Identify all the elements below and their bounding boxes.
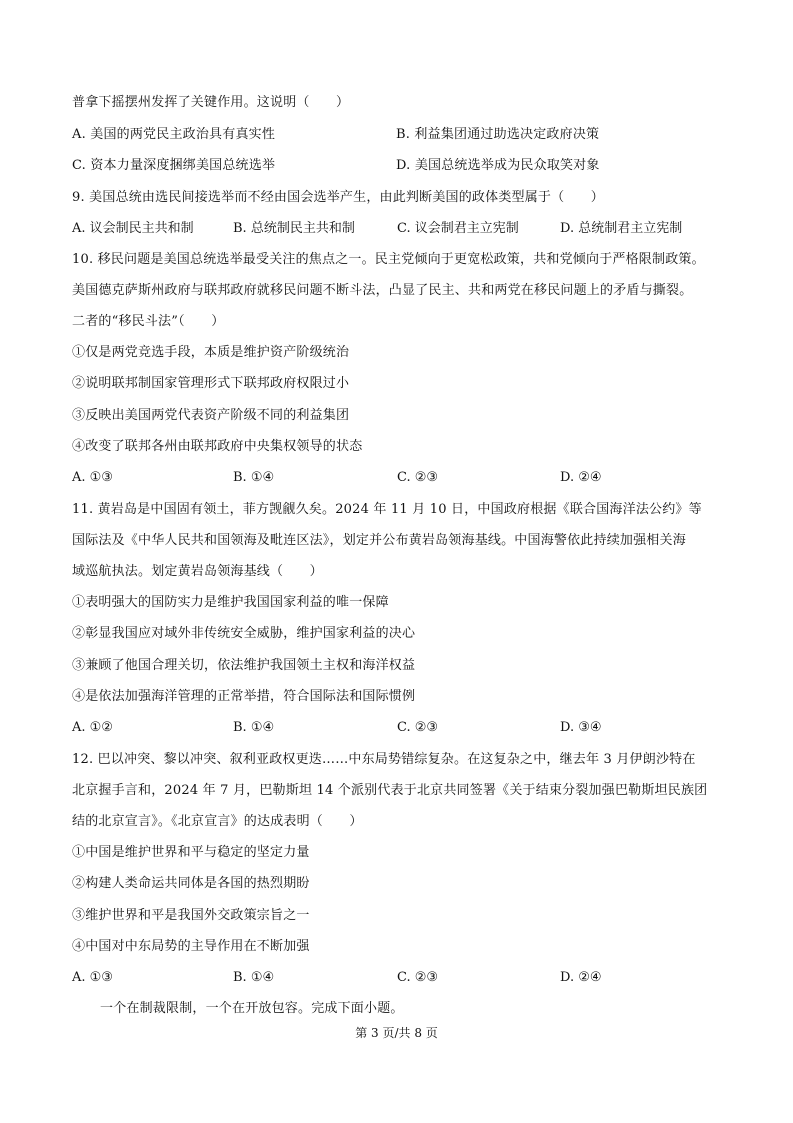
q10-option-a: A. ①③ [72, 470, 113, 485]
q11-option-c: C. ②③ [397, 720, 439, 735]
q10-item-1: ①仅是两党竞选手段，本质是维护资产阶级统治 [72, 345, 350, 360]
q12-stem-line3: 结的北京宣言》。《北京宣言》的达成表明（ ） [72, 814, 363, 829]
q11-stem-line1: 11. 黄岩岛是中国固有领土，菲方觊觎久矣。2024 年 11 月 10 日，中国政府根据《联合国海洋法公约》等 [72, 502, 702, 517]
q12-item-4: ④中国对中东局势的主导作用在不断加强 [72, 939, 310, 954]
q11-item-1: ①表明强大的国防实力是维护我国国家利益的唯一保障 [72, 595, 389, 610]
q8-stem-tail: 普拿下摇摆州发挥了关键作用。这说明（ ） [72, 95, 350, 110]
q10-item-2: ②说明联邦制国家管理形式下联邦政府权限过小 [72, 376, 350, 391]
q8-option-d: D. 美国总统选举成为民众取笑对象 [396, 158, 600, 173]
q10-stem-line3: 二者的“移民斗法”（ ） [72, 314, 225, 329]
q8-option-a: A. 美国的两党民主政治具有真实性 [72, 127, 276, 142]
q12-option-d: D. ②④ [560, 970, 602, 985]
q12-option-a: A. ①③ [72, 970, 113, 985]
q11-stem-line3: 域巡航执法。划定黄岩岛领海基线（ ） [72, 564, 323, 579]
q12-stem-line1: 12. 巴以冲突、黎以冲突、叙利亚政权更迭……中东局势错综复杂。在这复杂之中，继去年 3 月伊朗沙特在 [72, 752, 696, 767]
q9-option-c: C. 议会制君主立宪制 [397, 221, 519, 236]
q12-stem-line2: 北京握手言和，2024 年 7 月，巴勒斯坦 14 个派别代表于北京共同签署《关于结束分裂加强巴勒斯坦民族团 [72, 783, 708, 798]
q11-option-b: B. ①④ [233, 720, 275, 735]
q10-item-3: ③反映出美国两党代表资产阶级不同的利益集团 [72, 408, 350, 423]
next-section-intro: 一个在制裁限制，一个在开放包容。完成下面小题。 [100, 1001, 404, 1016]
q12-option-c: C. ②③ [397, 970, 439, 985]
page-footer: 第 3 页/共 8 页 [355, 1026, 438, 1040]
q12-item-1: ①中国是维护世界和平与稳定的坚定力量 [72, 845, 310, 860]
q9-option-b: B. 总统制民主共和制 [233, 221, 355, 236]
q12-item-2: ②构建人类命运共同体是各国的热烈期盼 [72, 876, 310, 891]
q8-option-b: B. 利益集团通过助选决定政府决策 [396, 127, 600, 142]
q10-stem-line1: 10. 移民问题是美国总统选举最受关注的焦点之一。民主党倾向于更宽松政策，共和党倾向于严格限制政策。 [72, 252, 705, 267]
q10-item-4: ④改变了联邦各州由联邦政府中央集权领导的状态 [72, 439, 363, 454]
q11-stem-line2: 国际法及《中华人民共和国领海及毗连区法》，划定并公布黄岩岛领海基线。中国海警依此持续加强相关海 [72, 533, 686, 548]
q10-option-c: C. ②③ [397, 470, 439, 485]
q9-option-d: D. 总统制君主立宪制 [560, 221, 683, 236]
q11-option-a: A. ①② [72, 720, 113, 735]
q11-option-d: D. ③④ [560, 720, 602, 735]
q12-item-3: ③维护世界和平是我国外交政策宗旨之一 [72, 908, 310, 923]
q10-option-b: B. ①④ [233, 470, 275, 485]
q8-option-c: C. 资本力量深度捆绑美国总统选举 [72, 158, 276, 173]
q11-item-2: ②彰显我国应对域外非传统安全威胁，维护国家利益的决心 [72, 626, 416, 641]
q11-item-4: ④是依法加强海洋管理的正常举措，符合国际法和国际惯例 [72, 689, 416, 704]
q9-stem: 9. 美国总统由选民间接选举而不经由国会选举产生，由此判断美国的政体类型属于（ ） [72, 190, 604, 205]
q10-stem-line2: 美国德克萨斯州政府与联邦政府就移民问题不断斗法，凸显了民主、共和两党在移民问题上的矛盾与撕裂。 [72, 283, 693, 298]
q12-option-b: B. ①④ [233, 970, 275, 985]
q9-option-a: A. 议会制民主共和制 [72, 221, 194, 236]
q10-option-d: D. ②④ [560, 470, 602, 485]
q11-item-3: ③兼顾了他国合理关切，依法维护我国领土主权和海洋权益 [72, 658, 416, 673]
